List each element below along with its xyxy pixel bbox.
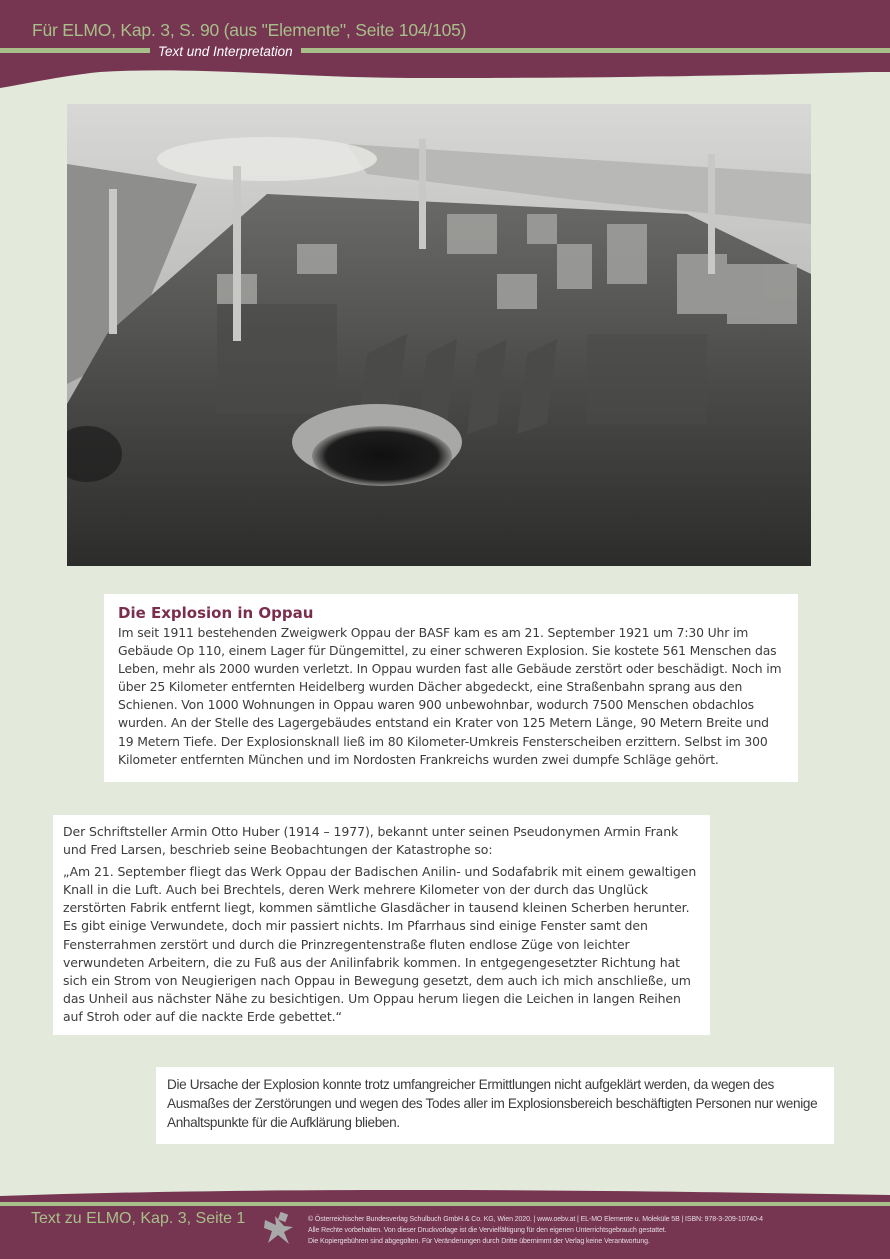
footer-legal-notice [308, 1214, 868, 1248]
header-subtitle: Text und Interpretation [150, 43, 301, 61]
footer-rule [0, 1202, 890, 1206]
explosion-cause-box [156, 1067, 834, 1144]
explosion-heading: Die Explosion in Oppau [118, 604, 314, 622]
quote-intro-text: Der Schriftsteller Armin Otto Huber (1914 – 1977), bekannt unter seinen Pseudonymen Armin Frank und Fred Larsen, beschrieb seine Beobachtungen der Katastrophe so: [63, 824, 679, 858]
header-rule [0, 48, 890, 53]
explosion-body-text: Im seit 1911 bestehenden Zweigwerk Oppau der BASF kam es am 21. September 1921 um 7:30 Uhr im Gebäude Op 110, einem Lager für Düngemittel, zu einer schweren Explosion. Sie kostete 561 Menschen das Leben, mehr als 2000 wurden verletzt. In Oppau wurden fast alle Gebäude zerstört oder beschädigt. Noch im über 25 Kilometer entfernten Heidelberg wurden Dächer abgedeckt, eine Straßenbahn sprang aus den Schienen. Von 1000 Wohnungen in Oppau waren 900 unbewohnbar, wodurch 7500 Menschen obdachlos wurden. An der Stelle des Lagergebäudes entstand ein Krater von 125 Metern Länge, 90 Metern Breite und 19 Metern Tiefe. Der Explosionsknall ließ im 80 Kilometer-Umkreis Fensterscheiben erzittern. Selbst im 300 Kilometer entfernten München und im Nordosten Frankreichs wurden zwei dumpfe Schläge gehört. [118, 625, 782, 767]
footer-legal-line: Alle Rechte vorbehalten. Von dieser Druckvorlage ist die Vervielfältigung für den eigenen Unterrichtsgebrauch gestattet. [308, 1227, 667, 1235]
header-title: Für ELMO, Kap. 3, S. 90 (aus "Elemente", Seite 104/105) [32, 20, 467, 40]
explosion-info-box [104, 594, 798, 782]
footer-legal-line: Die Kopiergebühren sind abgegolten. Für Veränderungen durch Dritte übernimmt der Verlag keine Verantwortung. [308, 1238, 650, 1246]
footer-legal-line: © Österreichischer Bundesverlag Schulbuch GmbH & Co. KG, Wien 2020. | www.oebv.at | EL-MO Elemente u. Moleküle 5B | ISBN: 978-3-209-10740-4 [308, 1216, 763, 1223]
quote-text: „Am 21. September fliegt das Werk Oppau der Badischen Anilin- und Sodafabrik mit einem gewaltigen Knall in die Luft. Auch bei Brechtels, deren Werk mehrere Kilometer von der durch das Unglück zerstörten Fabrik entfernt liegt, kommen sämtliche Glasdächer in tausend kleinen Scherben herunter. Es gibt einige Verwundete, doch mir passiert nichts. Im Pfarrhaus sind einige Fenster samt den Fensterrahmen zerstört und durch die Prinzregentenstraße fluten endlose Züge von leichter verwundeten Arbeitern, die zu Fuß aus der Anilinfabrik kommen. In entgegengesetzter Richtung hat sich ein Strom von Neugierigen nach Oppau in Bewegung gesetzt, dem auch ich mich anschließe, um das Unheil aus nächster Nähe zu besichtigen. Um Oppau herum liegen die Leichen in langen Reihen auf Stroh oder auf die nackte Erde gebettet.“ [63, 864, 697, 1024]
page-header [0, 0, 890, 110]
footer-title: Text zu ELMO, Kap. 3, Seite 1 [31, 1210, 246, 1227]
publisher-star-logo-icon [262, 1212, 294, 1246]
oppau-explosion-photo [67, 104, 811, 566]
header-banner [0, 0, 890, 110]
photo-illustration [67, 104, 811, 566]
eyewitness-quote-box [53, 815, 710, 1035]
cause-text: Die Ursache der Explosion konnte trotz umfangreicher Ermittlungen nicht aufgeklärt werden, da wegen des Ausmaßes der Zerstörungen und wegen des Todes aller im Explosionsbereich beschäftigten Personen nur wenige Anhaltspunkte für die Aufklärung blieben. [167, 1077, 818, 1130]
